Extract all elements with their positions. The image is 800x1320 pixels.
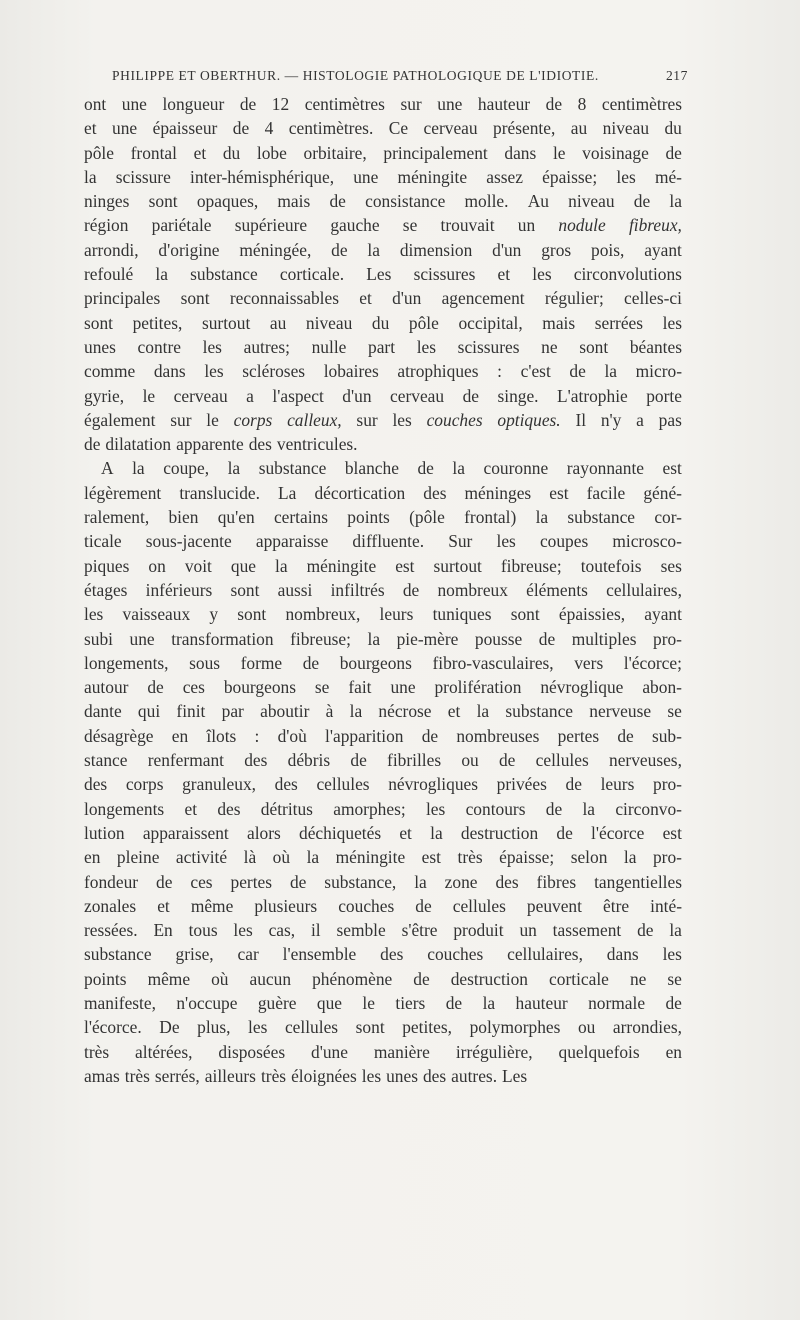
text-line: A la coupe, la substance blanche de la couronne rayonnante est: [101, 458, 682, 479]
text-line: comme dans les scléroses lobaires atrophiques : c'est de la micro-: [84, 361, 682, 382]
text-line: ont une longueur de 12 centimètres sur une hauteur de 8 centimètres: [84, 94, 682, 114]
text-line: la scissure inter-hémisphérique, une méningite assez épaisse; les mé-: [84, 166, 682, 187]
text-line: désagrège en îlots : d'où l'apparition de nombreuses pertes de sub-: [84, 725, 682, 746]
text-line: amas très serrés, ailleurs très éloignées les unes des autres. Les: [84, 1065, 528, 1086]
text-line: en pleine activité là où la méningite est très épaisse; selon la pro-: [84, 847, 682, 868]
text-line: légèrement translucide. La décortication des méninges est facile géné-: [84, 482, 682, 503]
text-line: ressées. En tous les cas, il semble s'être produit un tassement de la: [84, 920, 682, 941]
text-line: ninges sont opaques, mais de consistance molle. Au niveau de la: [84, 191, 682, 212]
text-line: principales sont reconnaissables et d'un agencement régulier; celles-ci: [84, 288, 682, 309]
running-title: PHILIPPE ET OBERTHUR. — HISTOLOGIE PATHOLOGIQUE DE L'IDIOTIE.: [112, 68, 599, 83]
text-line: également sur le corps calleux, sur les couches optiques. Il n'y a pas: [84, 409, 682, 430]
text-line: longements et des détritus amorphes; les contours de la circonvo-: [84, 798, 682, 819]
text-line: très altérées, disposées d'une manière irrégulière, quelquefois en: [84, 1041, 682, 1062]
text-line: l'écorce. De plus, les cellules sont petites, polymorphes ou arrondies,: [84, 1017, 682, 1038]
page-number: 217: [665, 68, 688, 83]
text-line: longements, sous forme de bourgeons fibro-vasculaires, vers l'écorce;: [84, 652, 682, 673]
text-line: dante qui finit par aboutir à la nécrose et la substance nerveuse se: [84, 701, 682, 722]
text-line: étages inférieurs sont aussi infiltrés de nombreux éléments cellulaires,: [84, 579, 682, 600]
text-line: les vaisseaux y sont nombreux, leurs tuniques sont épaissies, ayant: [84, 604, 682, 625]
text-line: gyrie, le cerveau a l'aspect d'un cerveau de singe. L'atrophie porte: [84, 385, 682, 406]
text-line: piques on voit que la méningite est surtout fibreuse; toutefois ses: [84, 555, 682, 576]
text-line: manifeste, n'occupe guère que le tiers de la hauteur normale de: [84, 992, 682, 1013]
text-line: arrondi, d'origine méningée, de la dimension d'un gros pois, ayant: [84, 239, 682, 260]
text-line: unes contre les autres; nulle part les scissures ne sont béantes: [84, 336, 682, 357]
text-line: points même où aucun phénomène de destruction corticale ne se: [84, 968, 682, 989]
text-line: zonales et même plusieurs couches de cellules peuvent être inté-: [84, 895, 682, 916]
text-line: ticale sous-jacente apparaisse diffluente. Sur les coupes microsco-: [84, 531, 682, 552]
text-line: des corps granuleux, des cellules névrogliques privées de leurs pro-: [84, 774, 682, 795]
text-line: sont petites, surtout au niveau du pôle occipital, mais serrées les: [84, 312, 682, 333]
text-line: subi une transformation fibreuse; la pie-mère pousse de multiples pro-: [84, 628, 682, 649]
text-line: substance grise, car l'ensemble des couches cellulaires, dans les: [84, 944, 682, 965]
running-header: [112, 68, 688, 84]
text-line: ralement, bien qu'en certains points (pôle frontal) la substance cor-: [84, 507, 682, 528]
text-line: lution apparaissent alors déchiquetés et la destruction de l'écorce est: [84, 822, 682, 843]
text-line: et une épaisseur de 4 centimètres. Ce cerveau présente, au niveau du: [84, 118, 682, 139]
text-line: de dilatation apparente des ventricules.: [84, 434, 358, 455]
text-line: stance renfermant des débris de fibrilles ou de cellules nerveuses,: [84, 750, 682, 771]
body-text: [84, 92, 682, 1088]
text-line: refoulé la substance corticale. Les scissures et les circonvolutions: [84, 264, 682, 285]
text-line: autour de ces bourgeons se fait une prolifération névroglique abon-: [84, 677, 682, 698]
text-line: région pariétale supérieure gauche se trouvait un nodule fibreux,: [84, 215, 682, 236]
text-line: pôle frontal et du lobe orbitaire, principalement dans le voisinage de: [84, 142, 682, 163]
text-line: fondeur de ces pertes de substance, la zone des fibres tangentielles: [84, 871, 682, 892]
